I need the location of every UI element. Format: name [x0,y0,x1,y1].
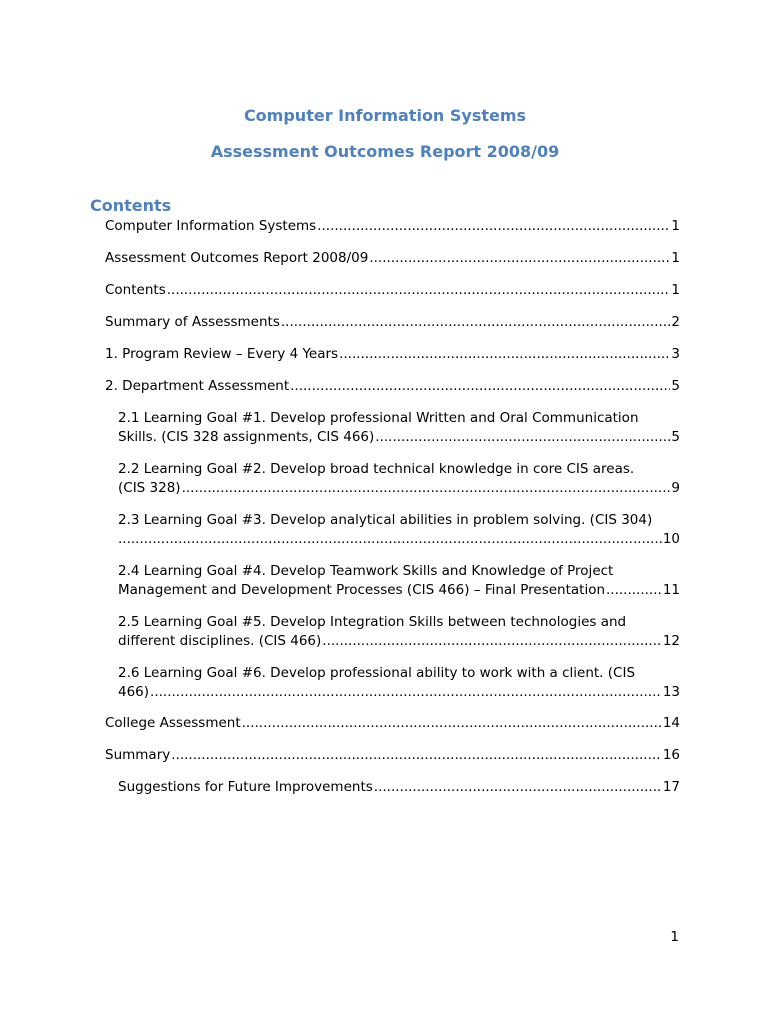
toc-leader-dots [150,683,662,702]
toc-entry-text-line1: 2.1 Learning Goal #1. Develop professional Written and Oral Communication [118,410,639,426]
toc-entry-suggestions-future-improvements[interactable] [118,778,680,797]
toc-entry-text-line2: different disciplines. (CIS 466) [118,633,322,649]
toc-leader-dots [118,530,662,549]
toc-entry-text: Suggestions for Future Improvements [118,779,373,795]
toc-entry-text-line2: (CIS 328) [118,480,181,496]
toc-leader-dots [606,581,662,600]
toc-entry-program-review[interactable] [105,345,680,364]
toc-page-number: 16 [662,747,680,763]
toc-entry-assessment-outcomes-report[interactable] [105,249,680,268]
toc-entry-learning-goal-5[interactable] [118,613,680,651]
toc-page-number: 9 [671,480,680,496]
toc-entry-summary[interactable] [105,746,680,765]
page-number: 1 [670,929,679,945]
toc-entry-text: Assessment Outcomes Report 2008/09 [105,250,369,266]
toc-page-number: 13 [662,684,680,700]
toc-entry-college-assessment[interactable] [105,714,680,733]
toc-entry-summary-of-assessments[interactable] [105,313,680,332]
toc-page-number: 2 [671,314,680,330]
document-subtitle: Assessment Outcomes Report 2008/09 [210,142,560,161]
toc-entry-text: Contents [105,282,166,298]
toc-entry-learning-goal-4[interactable] [118,562,680,600]
toc-leader-dots [290,377,670,396]
toc-page-number: 12 [662,633,680,649]
toc-page-number: 1 [671,282,680,298]
contents-heading: Contents [90,196,172,215]
toc-entry-learning-goal-6[interactable] [118,664,680,702]
toc-leader-dots [339,345,670,364]
toc-entry-text: 2. Department Assessment [105,378,290,394]
toc-page-number: 3 [671,346,680,362]
toc-leader-dots [167,281,671,300]
toc-leader-dots [374,778,662,797]
toc-entry-contents[interactable] [105,281,680,300]
toc-entry-learning-goal-3[interactable] [118,511,680,549]
toc-leader-dots [375,428,670,447]
toc-page-number: 17 [662,779,680,795]
toc-entry-text: Summary of Assessments [105,314,280,330]
toc-entry-department-assessment[interactable] [105,377,680,396]
toc-leader-dots [317,217,670,236]
toc-page-number: 10 [662,531,680,547]
toc-page-number: 1 [671,218,680,234]
toc-page-number: 11 [662,582,680,598]
toc-entry-text-line1: 2.2 Learning Goal #2. Develop broad technical knowledge in core CIS areas. [118,461,635,477]
toc-entry-text: Summary [105,747,171,763]
toc-entry-learning-goal-1[interactable] [118,409,680,447]
toc-entry-text: 1. Program Review – Every 4 Years [105,346,339,362]
toc-leader-dots [242,714,662,733]
toc-entry-text: College Assessment [105,715,241,731]
toc-page-number: 5 [671,429,680,445]
document-title: Computer Information Systems [243,106,527,125]
toc-entry-learning-goal-2[interactable] [118,460,680,498]
toc-entry-computer-information-systems[interactable] [105,217,680,236]
toc-leader-dots [369,249,670,268]
toc-entry-text-line1: 2.5 Learning Goal #5. Develop Integration Skills between technologies and [118,614,627,630]
toc-page-number: 1 [671,250,680,266]
toc-entry-text: Computer Information Systems [105,218,317,234]
toc-leader-dots [171,746,662,765]
toc-page-number: 14 [662,715,680,731]
toc-leader-dots [322,632,662,651]
toc-entry-text-line1: 2.3 Learning Goal #3. Develop analytical abilities in problem solving. (CIS 304) [118,512,653,528]
toc-page-number: 5 [671,378,680,394]
toc-leader-dots [182,479,671,498]
toc-entry-text-line2: Skills. (CIS 328 assignments, CIS 466) [118,429,375,445]
toc-entry-text-line2: 466) [118,684,150,700]
toc-entry-text-line1: 2.6 Learning Goal #6. Develop professional ability to work with a client. (CIS [118,665,636,681]
toc-leader-dots [281,313,671,332]
toc-entry-text-line1: 2.4 Learning Goal #4. Develop Teamwork Skills and Knowledge of Project [118,563,614,579]
toc-entry-text-line2: Management and Development Processes (CIS 466) – Final Presentation [118,582,606,598]
